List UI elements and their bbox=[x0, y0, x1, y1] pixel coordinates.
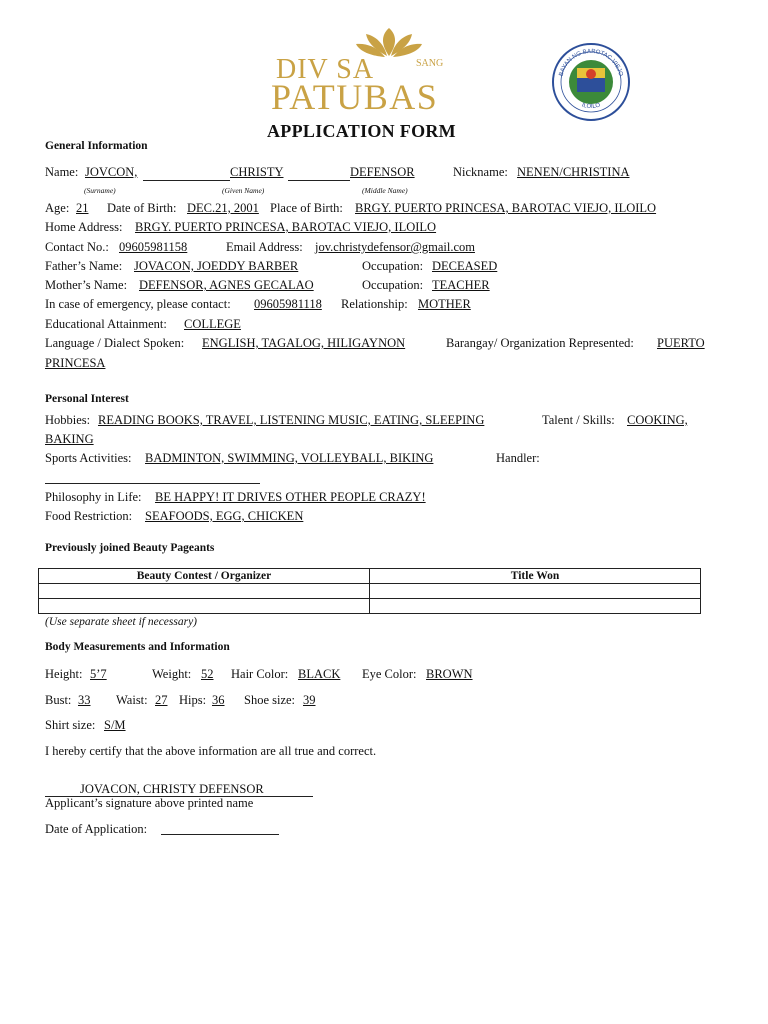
hair-color-label: Hair Color: bbox=[231, 667, 289, 681]
date-of-application-blank bbox=[161, 834, 279, 835]
education-label: Educational Attainment: bbox=[45, 317, 167, 331]
signature-printed-name: JOVACON, CHRISTY DEFENSOR bbox=[80, 782, 264, 796]
barangay-label: Barangay/ Organization Represented: bbox=[446, 336, 634, 350]
waist-value: 27 bbox=[155, 693, 168, 707]
dob-label: Date of Birth: bbox=[107, 201, 177, 215]
column-header-title-won: Title Won bbox=[370, 569, 701, 584]
eye-color-value: BROWN bbox=[426, 667, 473, 681]
hips-label: Hips: bbox=[179, 693, 207, 707]
pob-label: Place of Birth: bbox=[270, 201, 343, 215]
name-label: Name: bbox=[45, 165, 79, 179]
middle-name-caption: (Middle Name) bbox=[362, 186, 408, 195]
certification-statement: I hereby certify that the above information are all true and correct. bbox=[45, 744, 377, 758]
seal-text-bottom: ILOILO bbox=[580, 102, 602, 111]
mother-name-value: DEFENSOR, AGNES GECALAO bbox=[139, 278, 314, 292]
surname-caption: (Surname) bbox=[84, 186, 116, 195]
food-restriction-value: SEAFOODS, EGG, CHICKEN bbox=[145, 509, 304, 523]
father-name-label: Father’s Name: bbox=[45, 259, 123, 273]
sports-label: Sports Activities: bbox=[45, 451, 132, 465]
hobbies-value: READING BOOKS, TRAVEL, LISTENING MUSIC, EATING, SLEEPING bbox=[98, 413, 485, 427]
height-value: 5’7 bbox=[90, 667, 107, 681]
dob-value: DEC.21, 2001 bbox=[187, 201, 259, 215]
weight-value: 52 bbox=[201, 667, 214, 681]
municipal-seal-icon bbox=[551, 42, 631, 122]
address-label: Home Address: bbox=[45, 220, 123, 234]
shirt-size-value: S/M bbox=[104, 718, 126, 732]
hips-value: 36 bbox=[212, 693, 225, 707]
table-cell bbox=[370, 599, 701, 614]
philosophy-value: BE HAPPY! IT DRIVES OTHER PEOPLE CRAZY! bbox=[155, 490, 426, 504]
relationship-label: Relationship: bbox=[341, 297, 408, 311]
bust-label: Bust: bbox=[45, 693, 72, 707]
shoe-size-value: 39 bbox=[303, 693, 316, 707]
table-row bbox=[39, 599, 701, 614]
food-restriction-label: Food Restriction: bbox=[45, 509, 133, 523]
handler-blank-line bbox=[45, 483, 260, 484]
table-cell bbox=[370, 584, 701, 599]
age-label: Age: bbox=[45, 201, 70, 215]
eye-color-label: Eye Color: bbox=[362, 667, 417, 681]
middle-name-value: DEFENSOR bbox=[350, 165, 415, 179]
address-value: BRGY. PUERTO PRINCESA, BAROTAC VIEJO, ILOILO bbox=[135, 220, 437, 234]
talent-value: COOKING, bbox=[627, 413, 688, 427]
shirt-size-label: Shirt size: bbox=[45, 718, 96, 732]
contact-value: 09605981158 bbox=[119, 240, 188, 254]
barangay-value-continued: PRINCESA bbox=[45, 356, 106, 370]
shoe-size-label: Shoe size: bbox=[244, 693, 296, 707]
contact-label: Contact No.: bbox=[45, 240, 109, 254]
nickname-value: NENEN/CHRISTINA bbox=[517, 165, 630, 179]
divosa-patubas-logo bbox=[268, 26, 510, 117]
language-label: Language / Dialect Spoken: bbox=[45, 336, 185, 350]
philosophy-label: Philosophy in Life: bbox=[45, 490, 142, 504]
father-name-value: JOVACON, JOEDDY BARBER bbox=[134, 259, 299, 273]
logo-text-patubas: PATUBAS bbox=[271, 77, 439, 117]
table-row bbox=[39, 584, 701, 599]
talent-label: Talent / Skills: bbox=[542, 413, 615, 427]
language-value: ENGLISH, TAGALOG, HILIGAYNON bbox=[202, 336, 406, 350]
father-occupation-label: Occupation: bbox=[362, 259, 424, 273]
pob-value: BRGY. PUERTO PRINCESA, BAROTAC VIEJO, ILOILO bbox=[355, 201, 657, 215]
education-value: COLLEGE bbox=[184, 317, 241, 331]
table-header-row bbox=[39, 569, 701, 584]
height-label: Height: bbox=[45, 667, 83, 681]
given-name-caption: (Given Name) bbox=[222, 186, 265, 195]
hobbies-label: Hobbies: bbox=[45, 413, 91, 427]
page-title: APPLICATION FORM bbox=[267, 121, 456, 141]
logo-text-sang: SANG bbox=[416, 58, 444, 69]
emergency-contact-value: 09605981118 bbox=[254, 297, 322, 311]
column-header-contest: Beauty Contest / Organizer bbox=[39, 569, 370, 584]
date-of-application-label: Date of Application: bbox=[45, 822, 148, 836]
body-measurements-heading: Body Measurements and Information bbox=[45, 641, 230, 653]
talent-value-continued: BAKING bbox=[45, 432, 94, 446]
mother-occupation-label: Occupation: bbox=[362, 278, 424, 292]
bust-value: 33 bbox=[78, 693, 91, 707]
weight-label: Weight: bbox=[152, 667, 192, 681]
seal-text-top: BAYAN NG BAROTAC VIEJO bbox=[558, 48, 624, 77]
name-underline bbox=[143, 180, 230, 181]
hair-color-value: BLACK bbox=[298, 667, 341, 681]
name-underline bbox=[288, 180, 350, 181]
age-value: 21 bbox=[76, 201, 89, 215]
emergency-contact-label: In case of emergency, please contact: bbox=[45, 297, 231, 311]
table-cell bbox=[39, 599, 370, 614]
given-name-value: CHRISTY bbox=[230, 165, 284, 179]
personal-interest-heading: Personal Interest bbox=[45, 393, 129, 405]
general-info-heading: General Information bbox=[45, 140, 148, 152]
mother-name-label: Mother’s Name: bbox=[45, 278, 128, 292]
logo-text-divosa: DIV SA bbox=[276, 54, 375, 85]
barangay-value: PUERTO bbox=[657, 336, 705, 350]
email-label: Email Address: bbox=[226, 240, 303, 254]
pageants-heading: Previously joined Beauty Pageants bbox=[45, 542, 215, 554]
handler-label: Handler: bbox=[496, 451, 540, 465]
father-occupation-value: DECEASED bbox=[432, 259, 498, 273]
table-cell bbox=[39, 584, 370, 599]
email-value: jov.christydefensor@gmail.com bbox=[315, 240, 475, 254]
pageants-table bbox=[38, 568, 701, 614]
sports-value: BADMINTON, SWIMMING, VOLLEYBALL, BIKING bbox=[145, 451, 434, 465]
waist-label: Waist: bbox=[116, 693, 148, 707]
signature-caption: Applicant’s signature above printed name bbox=[45, 796, 254, 810]
relationship-value: MOTHER bbox=[418, 297, 471, 311]
mother-occupation-value: TEACHER bbox=[432, 278, 490, 292]
surname-value: JOVCON, bbox=[85, 165, 138, 179]
pageants-note: (Use separate sheet if necessary) bbox=[45, 616, 198, 628]
nickname-label: Nickname: bbox=[453, 165, 508, 179]
